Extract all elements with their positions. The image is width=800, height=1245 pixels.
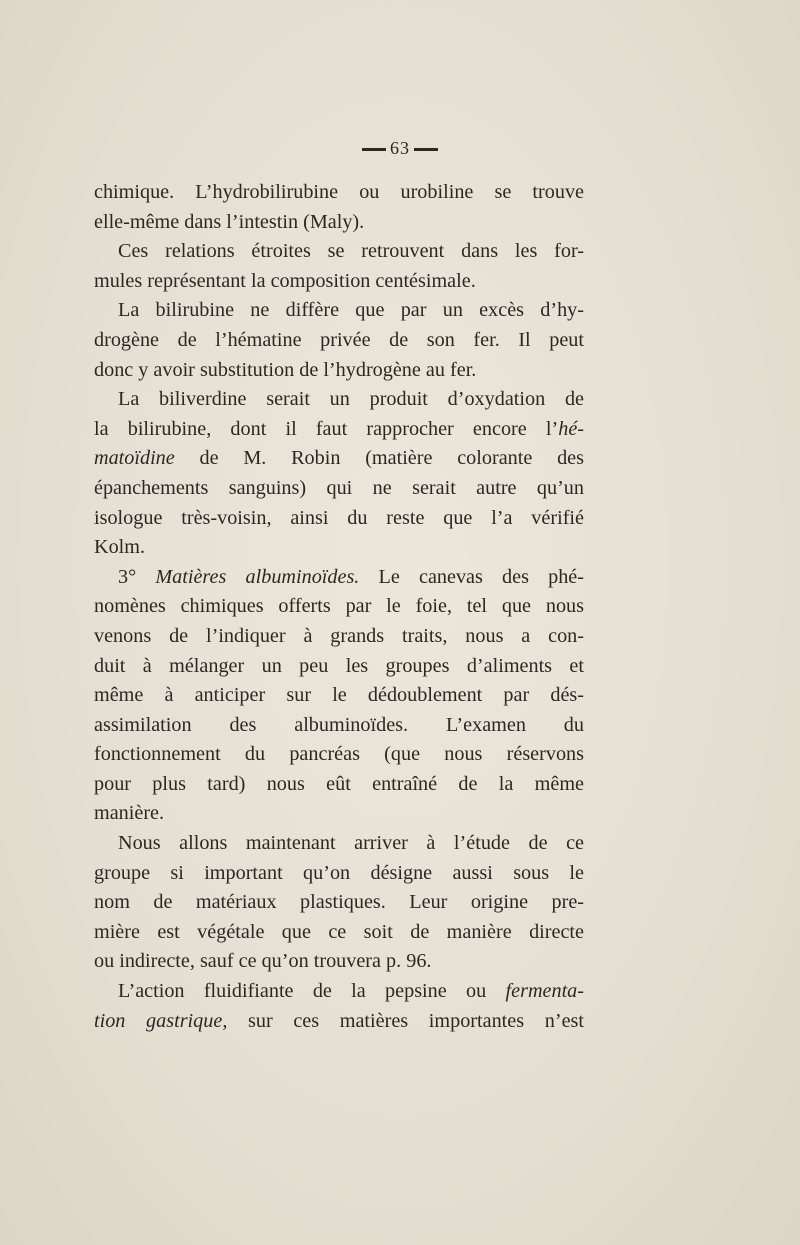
text-line xyxy=(94,859,584,889)
text-run: ou indirecte, sauf ce qu’on trouvera p. 96. xyxy=(94,950,432,973)
italic-text: hé- xyxy=(558,417,584,440)
body-text xyxy=(94,178,584,1036)
text-line xyxy=(94,237,584,267)
text-run: 3° xyxy=(118,565,156,588)
italic-text: Matières albuminoïdes. xyxy=(155,565,360,588)
text-line xyxy=(94,208,584,238)
left-dash-ornament xyxy=(362,148,386,151)
text-line xyxy=(94,799,584,829)
text-line xyxy=(94,740,584,770)
text-run: Kolm. xyxy=(94,536,146,559)
text-line xyxy=(94,622,584,652)
text-run: venons de l’indiquer à grands traits, nous a con- xyxy=(94,624,584,647)
text-line xyxy=(94,504,584,534)
text-run: manière. xyxy=(94,802,165,825)
text-run: assimilation des albuminoïdes. L’examen du xyxy=(94,713,584,736)
text-run: mière est végétale que ce soit de manière directe xyxy=(94,920,584,943)
text-run: donc y avoir substitution de l’hydrogène au fer. xyxy=(94,358,477,381)
text-line xyxy=(94,267,584,297)
text-run: duit à mélanger un peu les groupes d’aliments et xyxy=(94,654,584,677)
text-run: la bilirubine, dont il faut rapprocher encore l’ xyxy=(94,417,559,440)
text-run: épanchements sanguins) qui ne serait autre qu’un xyxy=(94,476,584,499)
text-line xyxy=(94,770,584,800)
text-run: de M. Robin (matière colorante des xyxy=(174,447,584,470)
page-number xyxy=(0,138,800,159)
text-run: fonctionnement du pancréas (que nous réservons xyxy=(94,743,584,766)
text-line xyxy=(94,977,584,1007)
text-run: La bilirubine ne diffère que par un excès d’hy- xyxy=(118,299,584,322)
text-line xyxy=(94,563,584,593)
right-dash-ornament xyxy=(414,148,438,151)
text-line xyxy=(94,178,584,208)
text-run: mules représentant la composition centésimale. xyxy=(94,269,476,292)
text-line xyxy=(94,888,584,918)
text-run: drogène de l’hématine privée de son fer. Il peut xyxy=(94,328,584,351)
text-run: Ces relations étroites se retrouvent dans les for- xyxy=(118,240,584,263)
text-run: nomènes chimiques offerts par le foie, tel que nous xyxy=(94,595,584,618)
text-line xyxy=(94,326,584,356)
text-line xyxy=(94,829,584,859)
italic-text: tion gastrique, xyxy=(94,1009,228,1032)
text-run: isologue très-voisin, ainsi du reste que l’a vérifié xyxy=(94,506,584,529)
text-line xyxy=(94,415,584,445)
text-run: groupe si important qu’on désigne aussi sous le xyxy=(94,861,584,884)
text-line xyxy=(94,296,584,326)
text-line xyxy=(94,592,584,622)
text-line xyxy=(94,474,584,504)
text-run: L’action fluidifiante de la pepsine ou xyxy=(118,980,506,1003)
italic-text: fermenta- xyxy=(505,980,584,1003)
text-run: Nous allons maintenant arriver à l’étude de ce xyxy=(118,832,584,855)
text-line xyxy=(94,385,584,415)
text-run: Le canevas des phé- xyxy=(359,565,584,588)
text-line xyxy=(94,652,584,682)
text-run: sur ces matières importantes n’est xyxy=(227,1009,584,1032)
text-line xyxy=(94,1007,584,1037)
text-line xyxy=(94,356,584,386)
text-run: pour plus tard) nous eût entraîné de la même xyxy=(94,772,584,795)
text-run: nom de matériaux plastiques. Leur origine pre- xyxy=(94,891,584,914)
italic-text: matoïdine xyxy=(94,447,175,470)
page-number-value: 63 xyxy=(390,138,410,158)
text-run: même à anticiper sur le dédoublement par dés- xyxy=(94,684,584,707)
text-line xyxy=(94,533,584,563)
text-line xyxy=(94,918,584,948)
text-line xyxy=(94,947,584,977)
text-run: La biliverdine serait un produit d’oxydation de xyxy=(118,388,584,411)
text-line xyxy=(94,711,584,741)
text-run: chimique. L’hydrobilirubine ou urobiline se trouve xyxy=(94,181,584,203)
text-line xyxy=(94,444,584,474)
text-run: elle-même dans l’intestin (Maly). xyxy=(94,210,365,233)
text-line xyxy=(94,681,584,711)
